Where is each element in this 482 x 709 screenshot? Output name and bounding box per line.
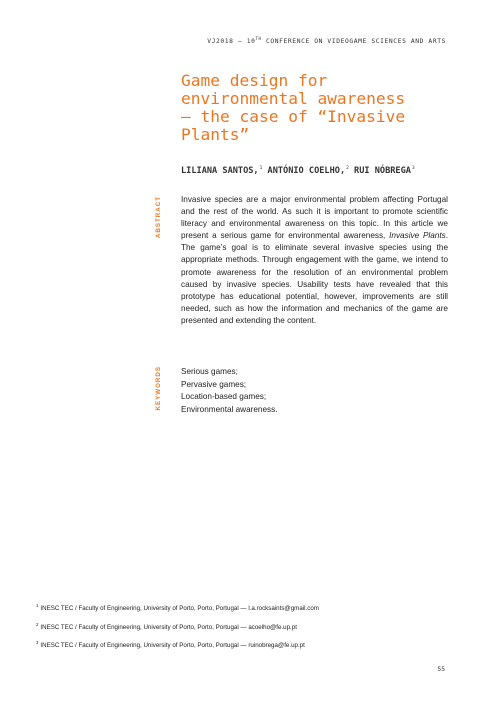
author-name: LILIANA SANTOS,: [181, 166, 259, 176]
title-line: — the case of “Invasive: [181, 107, 406, 126]
footnote-mark: 3: [36, 640, 39, 646]
footnote-mark: 2: [36, 621, 39, 627]
abstract-part: Invasive species are a major environmental problem affecting Portugal and the rest of the world. As such it is important to promote scientific literacy and environmental awareness on this topic. In this article we present a serious game for environmental awareness,: [181, 195, 448, 241]
footnote: [36, 617, 319, 636]
author-footnote-mark: 2: [346, 166, 349, 172]
keyword-item: Environmental awareness.: [181, 404, 278, 414]
keyword-list: [181, 366, 277, 416]
footnote-text: INESC TEC / Faculty of Engineering, University of Porto, Porto, Portugal — ruinobrega@fe.up.pt: [40, 642, 305, 650]
keyword-item: Pervasive games;: [181, 379, 247, 389]
author-name: ANTÓNIO COELHO,: [267, 166, 346, 176]
footnote-text: INESC TEC / Faculty of Engineering, University of Porto, Porto, Portugal — l.a.rocksaints@gmail.com: [40, 605, 319, 613]
header-superscript: TH: [255, 36, 262, 41]
title-line: environmental awareness: [181, 89, 406, 108]
abstract-game-title: Invasive Plants: [389, 231, 446, 241]
page-number: 55: [437, 666, 445, 673]
footnote: [36, 635, 319, 654]
keyword-item: Serious games;: [181, 367, 238, 376]
title-line: Plants”: [181, 125, 250, 144]
author-footnote-mark: 1: [259, 166, 263, 172]
abstract-part: . The game’s goal is to eliminate several invasive species using the appropriate methods. Through engagement with the game, we intend to promote awareness for the resolution of an environmental problem caused by invasive species. Usability tests have revealed that this prototype has educational potential, however, improvements are still needed, such as how the information and mechanics of the game are presented and extending the content.: [181, 231, 448, 325]
author-footnote-mark: 3: [411, 166, 415, 172]
abstract-label: ABSTRACT: [155, 196, 162, 239]
footnote-mark: 1: [36, 603, 39, 608]
header-prefix: VJ2018 — 10: [207, 38, 256, 46]
author-list: [181, 166, 415, 176]
author-name: RUI NÓBREGA: [354, 166, 411, 176]
keyword-item: Location-based games;: [181, 392, 267, 402]
title-line: Game design for: [181, 71, 328, 90]
footnote-text: INESC TEC / Faculty of Engineering, University of Porto, Porto, Portugal — acoelho@fe.up.pt: [40, 623, 297, 631]
abstract-text: [181, 194, 448, 327]
footnotes: [36, 598, 319, 654]
running-header: [207, 36, 446, 45]
keywords-label: KEYWORDS: [155, 366, 162, 411]
header-suffix: CONFERENCE ON VIDEOGAME SCIENCES AND ARTS: [261, 38, 446, 46]
footnote: [36, 598, 319, 617]
paper-title: [181, 72, 451, 144]
